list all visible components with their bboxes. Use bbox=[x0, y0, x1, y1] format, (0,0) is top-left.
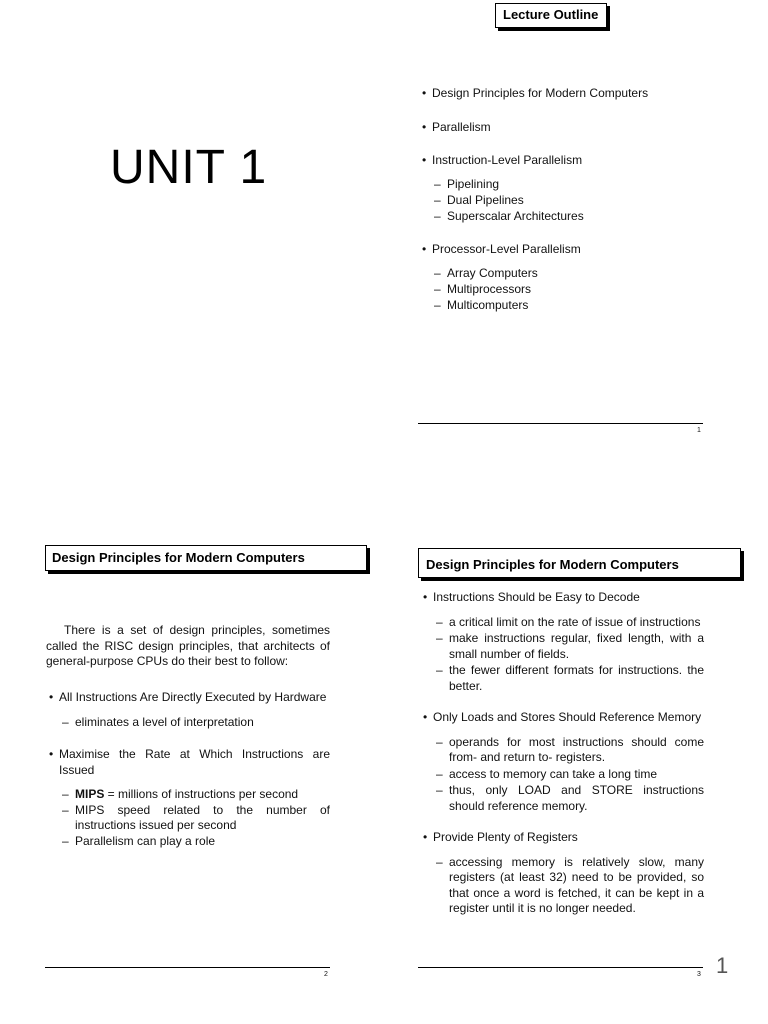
bullet-text: Instruction-Level Parallelism bbox=[432, 153, 583, 167]
bullet-text: Parallelism bbox=[432, 119, 491, 134]
sub-item-text: Superscalar Architectures bbox=[447, 208, 584, 223]
lecture-outline-title: Lecture Outline bbox=[495, 3, 607, 28]
sub-item-text: Parallelism can play a role bbox=[75, 833, 216, 848]
sub-item bbox=[436, 855, 704, 917]
sub-item-text: = millions of instructions per second bbox=[104, 787, 299, 801]
sub-item-bold-term: MIPS bbox=[75, 787, 105, 801]
sub-item bbox=[436, 631, 704, 662]
sub-list bbox=[432, 266, 710, 314]
sub-item-text: accessing memory is relatively slow, many registers (at least 32) need to be provided, so that once a word is fetched, it can be kept in a register until it is no longer needed. bbox=[449, 854, 704, 915]
bullet-item bbox=[421, 590, 704, 694]
sub-item-text: Pipelining bbox=[447, 176, 500, 191]
sheet-page-number: 1 bbox=[716, 953, 729, 978]
sub-list bbox=[59, 715, 330, 731]
sub-item-text: Multicomputers bbox=[447, 297, 529, 312]
sub-item bbox=[436, 735, 704, 766]
sub-item bbox=[436, 615, 704, 631]
unit-title: UNIT 1 bbox=[110, 141, 268, 194]
sub-item bbox=[436, 767, 704, 783]
sub-item-text: Array Computers bbox=[447, 265, 538, 280]
sub-item bbox=[434, 177, 710, 193]
bullet-item bbox=[47, 747, 330, 849]
sub-item bbox=[436, 783, 704, 814]
slide2-intro-paragraph: There is a set of design principles, sometimes called the RISC design principles, that architects of general-purpose CPUs do their best to follow: bbox=[46, 623, 330, 668]
sub-list bbox=[432, 177, 710, 225]
bullet-item bbox=[420, 86, 710, 102]
sub-item-text: operands for most instructions should come from- and return to- registers. bbox=[449, 734, 704, 764]
sub-item bbox=[434, 266, 710, 282]
sub-list bbox=[433, 735, 704, 815]
sub-list bbox=[433, 615, 704, 695]
slide3-principles-list bbox=[421, 590, 704, 933]
sub-item bbox=[62, 787, 330, 803]
sub-item-text: a critical limit on the rate of issue of instructions bbox=[449, 614, 701, 629]
sub-item-text: thus, only LOAD and STORE instructions should reference memory. bbox=[449, 783, 704, 813]
sub-item bbox=[434, 209, 710, 225]
slide2-footer-rule bbox=[45, 967, 330, 968]
slide1-page-number: 1 bbox=[697, 427, 701, 434]
bullet-item bbox=[47, 690, 330, 730]
slide3-title: Design Principles for Modern Computers bbox=[418, 548, 741, 578]
sub-list bbox=[433, 855, 704, 917]
bullet-item bbox=[420, 242, 710, 313]
sub-item-text: the fewer different formats for instructions. the better. bbox=[449, 663, 704, 693]
sub-item-text: eliminates a level of interpretation bbox=[75, 714, 254, 729]
sub-item-text: make instructions regular, fixed length, with a small number of fields. bbox=[449, 631, 704, 661]
slide2-title: Design Principles for Modern Computers bbox=[45, 545, 367, 571]
slide3-footer-rule bbox=[418, 967, 703, 968]
outline-list bbox=[420, 86, 710, 331]
slide1-footer-rule bbox=[418, 423, 703, 424]
bullet-text: Design Principles for Modern Computers bbox=[432, 86, 649, 100]
bullet-text: Only Loads and Stores Should Reference Memory bbox=[433, 710, 702, 724]
bullet-item bbox=[420, 120, 710, 136]
sub-item bbox=[434, 282, 710, 298]
bullet-text: Maximise the Rate at Which Instructions are Issued bbox=[59, 747, 330, 777]
sub-item bbox=[434, 193, 710, 209]
slide3-page-number: 3 bbox=[697, 971, 701, 978]
sub-item-text: MIPS speed related to the number of instructions issued per second bbox=[75, 802, 330, 832]
bullet-item bbox=[420, 153, 710, 224]
sub-item-text: access to memory can take a long time bbox=[449, 766, 658, 781]
sub-item-text: Multiprocessors bbox=[447, 281, 532, 296]
sub-item bbox=[434, 298, 710, 314]
bullet-text: Processor-Level Parallelism bbox=[432, 242, 581, 256]
bullet-text: Provide Plenty of Registers bbox=[433, 830, 578, 844]
sub-item-text: Dual Pipelines bbox=[447, 192, 524, 207]
sub-item bbox=[62, 715, 330, 731]
slide2-principles-list bbox=[47, 690, 330, 866]
bullet-item bbox=[421, 830, 704, 917]
bullet-text: Instructions Should be Easy to Decode bbox=[433, 590, 640, 604]
sub-item bbox=[62, 803, 330, 834]
sub-item bbox=[436, 663, 704, 694]
sub-item bbox=[62, 834, 330, 850]
slide2-page-number: 2 bbox=[324, 971, 328, 978]
bullet-text: All Instructions Are Directly Executed by Hardware bbox=[59, 690, 327, 704]
sub-list bbox=[59, 787, 330, 849]
bullet-item bbox=[421, 710, 704, 814]
